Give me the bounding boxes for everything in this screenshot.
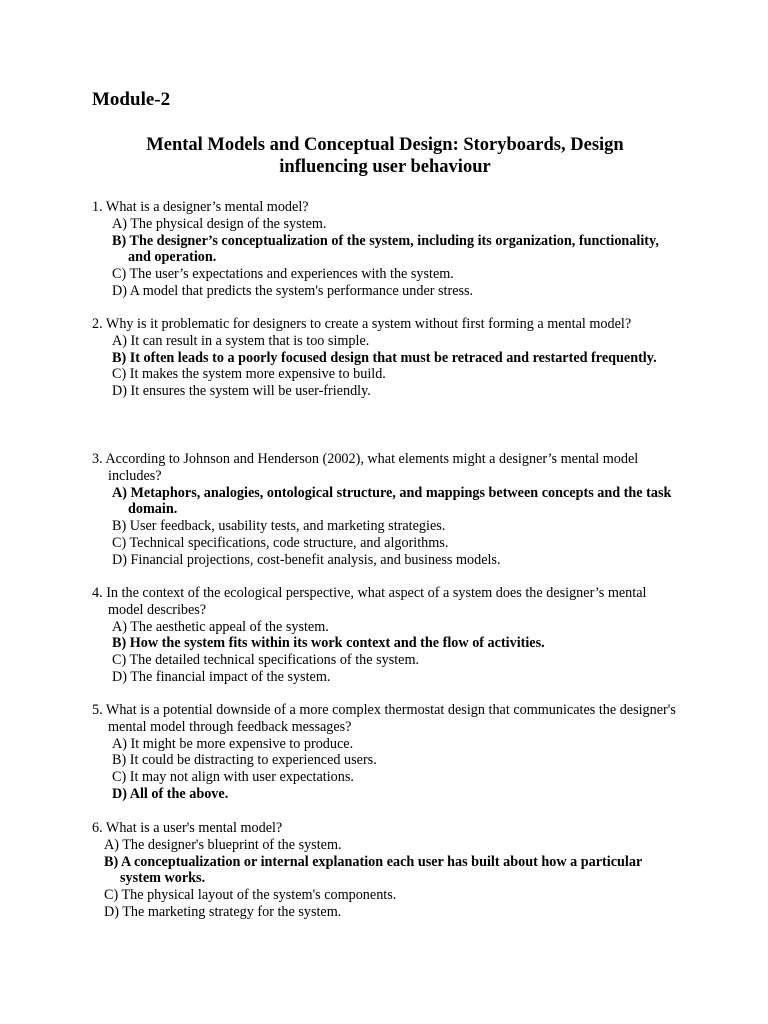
answer-option: C) It makes the system more expensive to build.	[112, 366, 386, 383]
question-block	[92, 451, 682, 569]
answer-option: D) The financial impact of the system.	[112, 668, 331, 685]
answer-option: D) A model that predicts the system's performance under stress.	[112, 282, 474, 299]
question-text: 4. In the context of the ecological perspective, what aspect of a system does the designer’s mental model describes?	[92, 585, 647, 618]
answer-option: D) It ensures the system will be user-friendly.	[112, 383, 371, 400]
question-block	[92, 585, 682, 686]
answer-option: C) It may not align with user expectations.	[112, 769, 354, 786]
answer-option: A) It can result in a system that is too simple.	[112, 332, 370, 349]
answer-option: C) The detailed technical specifications of the system.	[112, 652, 420, 669]
module-heading: Module-2	[92, 89, 171, 110]
answer-option: A) The aesthetic appeal of the system.	[112, 618, 329, 635]
question-text: 2. Why is it problematic for designers to create a system without first forming a mental model?	[92, 316, 632, 332]
answer-option: B) It could be distracting to experienced users.	[112, 752, 377, 769]
question-text: 6. What is a user's mental model?	[92, 820, 283, 836]
answer-option: D) Financial projections, cost-benefit analysis, and business models.	[112, 551, 501, 568]
answer-option: A) It might be more expensive to produce.	[112, 735, 354, 752]
answer-option: C) Technical specifications, code structure, and algorithms.	[112, 534, 449, 551]
correct-answer-option: D) All of the above.	[112, 785, 229, 802]
question-text: 5. What is a potential downside of a more complex thermostat design that communicates the designer's mental model through feedback messages?	[92, 702, 676, 735]
correct-answer-option: B) A conceptualization or internal explanation each user has built about how a particular system works.	[104, 853, 642, 887]
correct-answer-option: B) The designer’s conceptualization of the system, including its organization, functionality, and operation.	[112, 232, 659, 266]
answer-option: B) User feedback, usability tests, and marketing strategies.	[112, 518, 446, 535]
correct-answer-option: B) How the system fits within its work context and the flow of activities.	[112, 635, 545, 652]
correct-answer-option: A) Metaphors, analogies, ontological structure, and mappings between concepts and the task domain.	[112, 484, 672, 518]
question-block	[92, 702, 682, 803]
answer-option: A) The physical design of the system.	[112, 215, 327, 232]
question-block	[92, 316, 682, 400]
correct-answer-option: B) It often leads to a poorly focused design that must be retraced and restarted frequently.	[112, 349, 657, 366]
answer-option: A) The designer's blueprint of the system.	[104, 836, 342, 853]
answer-option: D) The marketing strategy for the system.	[104, 903, 342, 920]
question-block	[92, 820, 682, 921]
page-title: Mental Models and Conceptual Design: Storyboards, Design influencing user behaviour	[146, 135, 624, 177]
answer-option: C) The physical layout of the system's components.	[104, 887, 397, 904]
question-text: 3. According to Johnson and Henderson (2002), what elements might a designer’s mental model includes?	[92, 451, 639, 484]
answer-option: C) The user’s expectations and experiences with the system.	[112, 266, 454, 283]
question-block	[92, 199, 682, 300]
question-text: 1. What is a designer’s mental model?	[92, 199, 309, 215]
